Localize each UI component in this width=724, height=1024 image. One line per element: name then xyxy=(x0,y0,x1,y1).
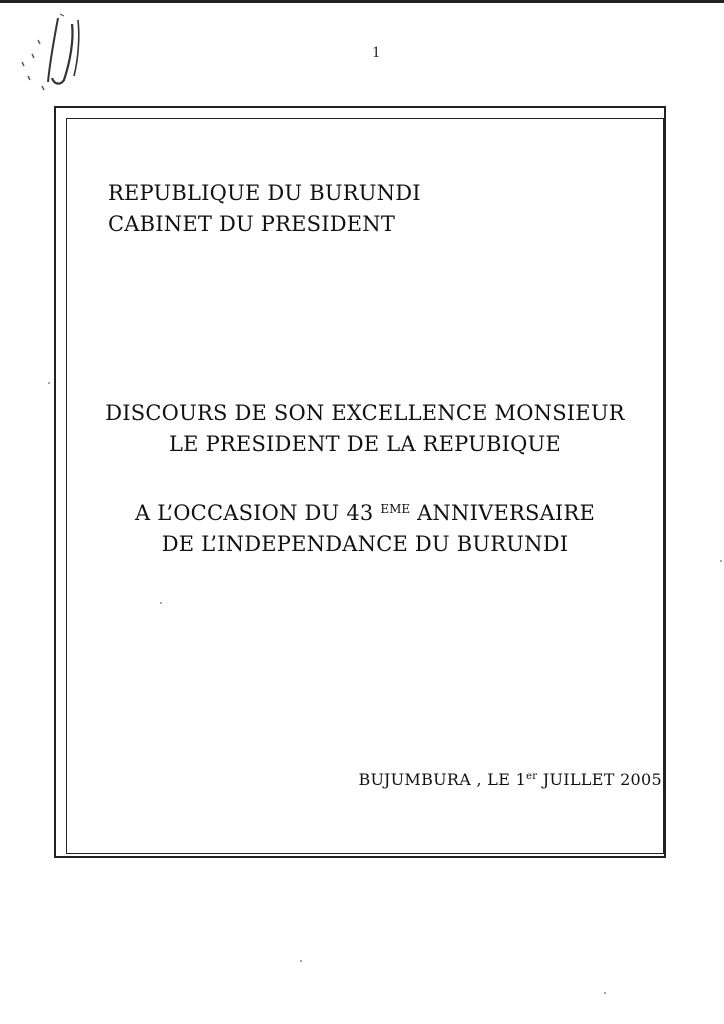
speech-title xyxy=(66,398,664,460)
occasion-line-2: DE L’INDEPENDANCE DU BURUNDI xyxy=(161,532,569,556)
day-suffix: er xyxy=(526,771,538,782)
place-and-date xyxy=(358,770,662,789)
occasion-line-1 xyxy=(66,494,664,529)
occasion-prefix: A L’OCCASION DU 43 xyxy=(135,501,374,525)
occasion-suffix: ANNIVERSAIRE xyxy=(417,501,595,525)
page-number: 1 xyxy=(372,44,380,61)
cabinet-name: CABINET DU PRESIDENT xyxy=(108,212,396,236)
title-line-1: DISCOURS DE SON EXCELLENCE MONSIEUR xyxy=(105,401,625,425)
occasion-title xyxy=(66,494,664,560)
republic-name: REPUBLIQUE DU BURUNDI xyxy=(108,181,421,205)
page-top-edge xyxy=(0,0,724,3)
handwritten-mark-icon xyxy=(14,10,90,92)
title-line-2: LE PRESIDENT DE LA REPUBIQUE xyxy=(169,432,561,456)
month-year-text: JUILLET 2005 xyxy=(542,770,662,789)
ordinal-suffix: EME xyxy=(380,502,411,516)
city-text: BUJUMBURA , LE 1 xyxy=(358,770,527,789)
issuer-header xyxy=(108,178,421,240)
